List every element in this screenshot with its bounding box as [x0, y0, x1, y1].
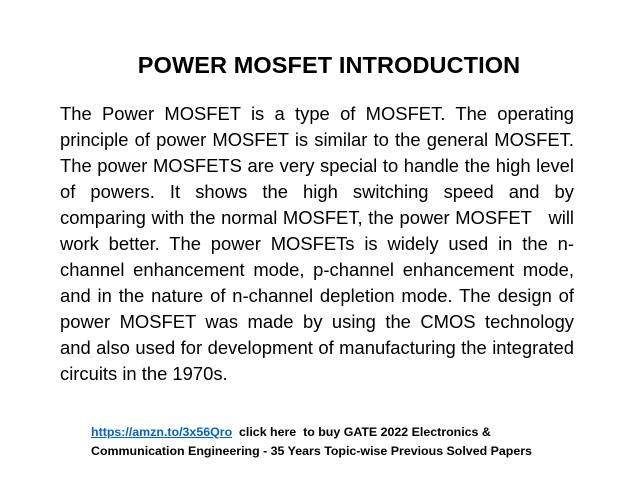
footer-promo [91, 423, 591, 461]
footer-line-1-text: click here to buy GATE 2022 Electronics & [232, 425, 491, 439]
amazon-link[interactable]: https://amzn.to/3x56Qro [91, 425, 233, 439]
footer-line-2: Communication Engineering - 35 Years Topic-wise Previous Solved Papers [91, 444, 532, 458]
body-paragraph: The Power MOSFET is a type of MOSFET. The operating principle of power MOSFET is similar to the general MOSFET. The power MOSFETS are very special to handle the high level of powers. It shows the high switching speed and by comparing with the normal MOSFET, the power MOSFET will work better. The power MOSFETs is widely used in the n-channel enhancement mode, p-channel enhancement mode, and in the nature of n-channel depletion mode. The design of power MOSFET was made by using the CMOS technology and also used for development of manufacturing the integrated circuits in the 1970s. [60, 103, 574, 384]
slide-title: POWER MOSFET INTRODUCTION [137, 52, 521, 78]
footer-line-1 [91, 423, 591, 442]
